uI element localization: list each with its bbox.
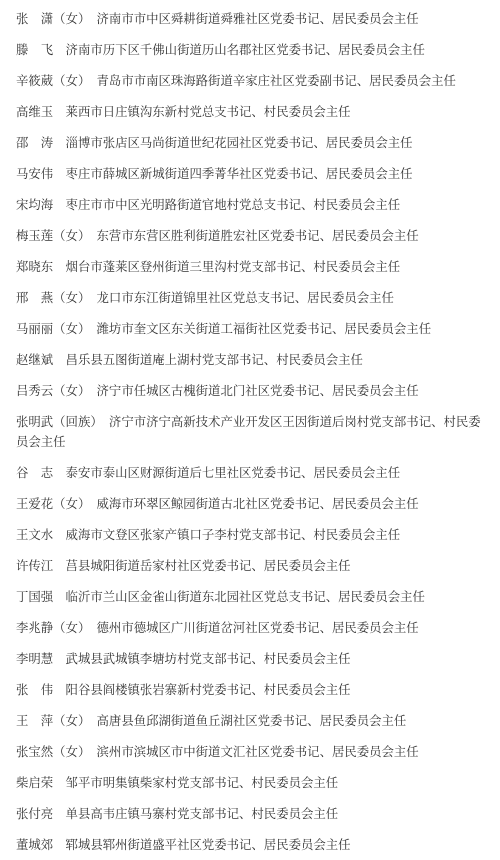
list-item: 张 潇（女） 济南市市中区舜耕街道舜雅社区党委书记、居民委员会主任: [16, 11, 419, 26]
list-item: 张明武（回族） 济宁市济宁高新技术产业开发区王因街道后岗村党支部书记、村民委员会主任: [16, 414, 481, 449]
list-item: 邵 涛 淄博市张店区马尚街道世纪花园社区党委书记、居民委员会主任: [16, 135, 413, 150]
list-item: 马安伟 枣庄市薛城区新城街道四季菁华社区党委书记、居民委员会主任: [16, 166, 413, 181]
list-item: 丁国强 临沂市兰山区金雀山街道东北园社区党总支书记、居民委员会主任: [16, 589, 425, 604]
list-item: 吕秀云（女） 济宁市任城区古槐街道北门社区党委书记、居民委员会主任: [16, 383, 419, 398]
list-item: 董城郊 郓城县郓州街道盛平社区党委书记、居民委员会主任: [16, 837, 351, 852]
list-item: 赵继斌 昌乐县五图街道庵上湖村党支部书记、村民委员会主任: [16, 352, 363, 367]
list-item: 邢 燕（女） 龙口市东江街道锦里社区党总支书记、居民委员会主任: [16, 290, 394, 305]
list-item: 宋均海 枣庄市市中区光明路街道官地村党总支书记、村民委员会主任: [16, 197, 401, 212]
list-item: 辛筱葳（女） 青岛市市南区珠海路街道辛家庄社区党委副书记、居民委员会主任: [16, 73, 456, 88]
list-item: 谷 志 泰安市泰山区财源街道后七里社区党委书记、居民委员会主任: [16, 465, 401, 480]
list-item: 马丽丽（女） 潍坊市奎文区东关街道工福街社区党委书记、居民委员会主任: [16, 321, 432, 336]
list-item: 李兆静（女） 德州市德城区广川街道岔河社区党委书记、居民委员会主任: [16, 620, 419, 635]
list-item: 柴启荣 邹平市明集镇柴家村党支部书记、村民委员会主任: [16, 775, 339, 790]
list-item: 张 伟 阳谷县阎楼镇张岩寨新村党委书记、村民委员会主任: [16, 682, 351, 697]
list-item: 梅玉莲（女） 东营市东营区胜利街道胜宏社区党委书记、居民委员会主任: [16, 228, 419, 243]
list-item: 王文水 威海市文登区张家产镇口子李村党支部书记、村民委员会主任: [16, 527, 401, 542]
list-item: 张宝然（女） 滨州市滨城区市中街道文汇社区党委书记、居民委员会主任: [16, 744, 419, 759]
list-item: 张付亮 单县高韦庄镇马寨村党支部书记、村民委员会主任: [16, 806, 339, 821]
list-item: 李明慧 武城县武城镇李塘坊村党支部书记、村民委员会主任: [16, 651, 351, 666]
list-item: 许传江 莒县城阳街道岳家村社区党委书记、居民委员会主任: [16, 558, 351, 573]
list-item: 王爱花（女） 威海市环翠区鲸园街道古北社区党委书记、居民委员会主任: [16, 496, 419, 511]
list-item: 高维玉 莱西市日庄镇沟东新村党总支书记、村民委员会主任: [16, 104, 351, 119]
list-item: 郑晓东 烟台市蓬莱区登州街道三里沟村党支部书记、村民委员会主任: [16, 259, 401, 274]
list-item: 王 萍（女） 高唐县鱼邱湖街道鱼丘湖社区党委书记、居民委员会主任: [16, 713, 407, 728]
list-item: 滕 飞 济南市历下区千佛山街道历山名郡社区党委书记、居民委员会主任: [16, 42, 425, 57]
